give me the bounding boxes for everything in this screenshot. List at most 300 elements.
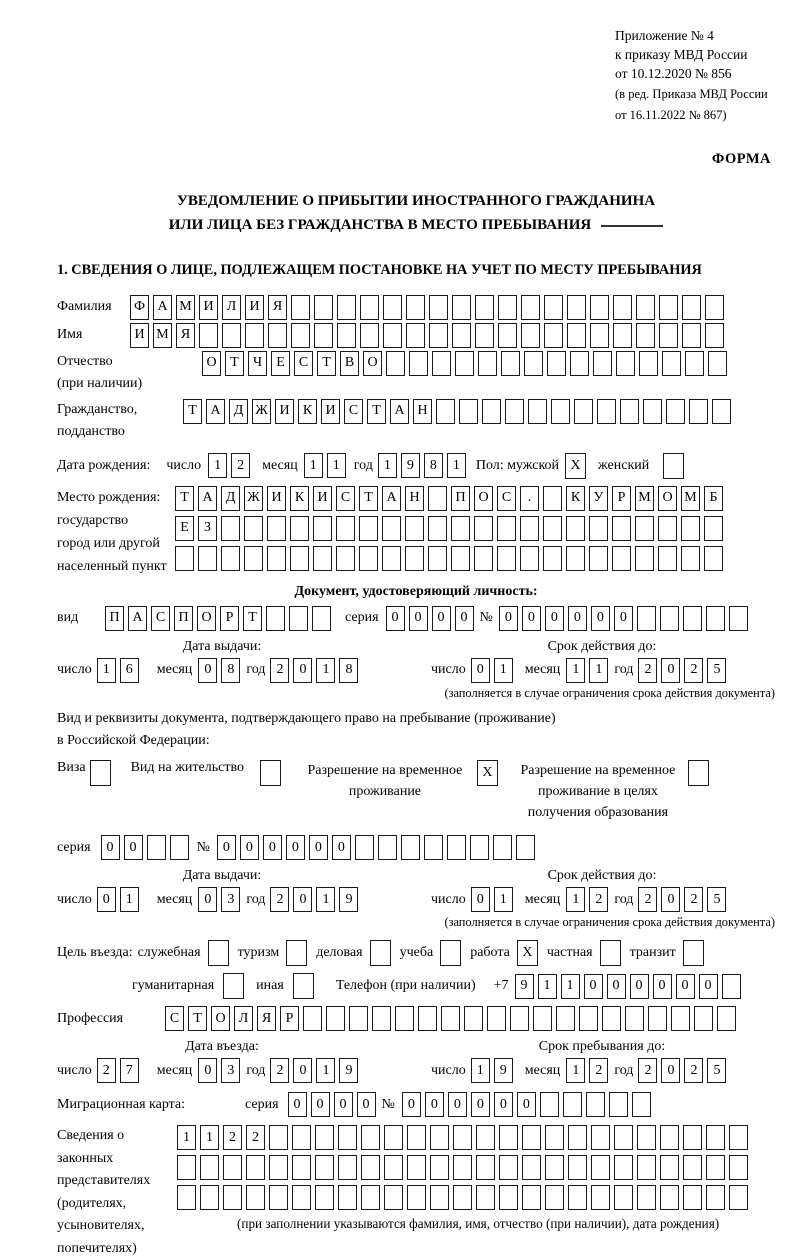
char-cell[interactable] <box>729 1185 748 1210</box>
char-cell[interactable] <box>447 835 466 860</box>
char-cell[interactable] <box>499 1185 518 1210</box>
char-cell[interactable] <box>545 1155 564 1180</box>
char-cell[interactable] <box>658 516 677 541</box>
char-cell[interactable] <box>589 516 608 541</box>
char-cell[interactable] <box>407 1185 426 1210</box>
char-cell[interactable]: О <box>211 1006 230 1031</box>
char-cell[interactable]: О <box>197 606 216 631</box>
char-cell[interactable] <box>407 1125 426 1150</box>
char-cell[interactable]: 2 <box>638 887 657 912</box>
char-cell[interactable]: 0 <box>584 974 603 999</box>
char-cell[interactable] <box>474 516 493 541</box>
temp-residence-edu-checkbox[interactable] <box>688 760 709 786</box>
char-cell[interactable] <box>612 516 631 541</box>
char-cell[interactable] <box>586 1092 605 1117</box>
char-cell[interactable] <box>614 1185 633 1210</box>
char-cell[interactable] <box>706 1125 725 1150</box>
char-cell[interactable]: П <box>105 606 124 631</box>
char-cell[interactable]: Б <box>704 486 723 511</box>
char-cell[interactable]: 9 <box>339 1058 358 1083</box>
char-cell[interactable] <box>244 546 263 571</box>
char-cell[interactable]: С <box>497 486 516 511</box>
char-cell[interactable] <box>704 516 723 541</box>
char-cell[interactable]: 1 <box>447 453 466 478</box>
gender-male-checkbox[interactable]: X <box>565 453 586 479</box>
char-cell[interactable] <box>706 1155 725 1180</box>
char-cell[interactable]: 0 <box>591 606 610 631</box>
temp-residence-checkbox[interactable]: X <box>477 760 498 786</box>
char-cell[interactable] <box>498 295 517 320</box>
char-cell[interactable]: 1 <box>316 887 335 912</box>
char-cell[interactable] <box>360 323 379 348</box>
char-cell[interactable] <box>712 399 731 424</box>
char-cell[interactable] <box>637 1185 656 1210</box>
char-cell[interactable]: 0 <box>263 835 282 860</box>
char-cell[interactable]: 0 <box>97 887 116 912</box>
char-cell[interactable] <box>476 1185 495 1210</box>
char-cell[interactable] <box>516 835 535 860</box>
char-cell[interactable]: У <box>589 486 608 511</box>
char-cell[interactable]: 1 <box>97 658 116 683</box>
char-cell[interactable] <box>267 516 286 541</box>
char-cell[interactable] <box>643 399 662 424</box>
char-cell[interactable] <box>522 1125 541 1150</box>
char-cell[interactable]: Н <box>405 486 424 511</box>
char-cell[interactable] <box>683 606 702 631</box>
char-cell[interactable] <box>602 1006 621 1031</box>
char-cell[interactable]: С <box>165 1006 184 1031</box>
char-cell[interactable] <box>689 399 708 424</box>
char-cell[interactable]: . <box>520 486 539 511</box>
char-cell[interactable]: 3 <box>221 887 240 912</box>
char-cell[interactable]: Ж <box>252 399 271 424</box>
char-cell[interactable]: 1 <box>471 1058 490 1083</box>
char-cell[interactable]: 1 <box>120 887 139 912</box>
char-cell[interactable] <box>566 546 585 571</box>
char-cell[interactable]: А <box>206 399 225 424</box>
char-cell[interactable]: Т <box>175 486 194 511</box>
char-cell[interactable] <box>613 295 632 320</box>
char-cell[interactable] <box>591 1155 610 1180</box>
char-cell[interactable] <box>566 516 585 541</box>
char-cell[interactable] <box>660 1185 679 1210</box>
char-cell[interactable]: И <box>275 399 294 424</box>
char-cell[interactable]: Т <box>359 486 378 511</box>
char-cell[interactable]: 5 <box>707 887 726 912</box>
char-cell[interactable]: 1 <box>177 1125 196 1150</box>
char-cell[interactable] <box>574 399 593 424</box>
char-cell[interactable] <box>269 1155 288 1180</box>
char-cell[interactable]: 0 <box>471 1092 490 1117</box>
char-cell[interactable]: 0 <box>661 658 680 683</box>
char-cell[interactable]: 2 <box>231 453 250 478</box>
char-cell[interactable] <box>521 323 540 348</box>
char-cell[interactable] <box>451 516 470 541</box>
char-cell[interactable] <box>409 351 428 376</box>
char-cell[interactable]: Т <box>225 351 244 376</box>
char-cell[interactable] <box>639 351 658 376</box>
char-cell[interactable]: З <box>198 516 217 541</box>
char-cell[interactable] <box>314 323 333 348</box>
char-cell[interactable] <box>589 546 608 571</box>
char-cell[interactable]: И <box>130 323 149 348</box>
char-cell[interactable] <box>355 835 374 860</box>
char-cell[interactable]: О <box>202 351 221 376</box>
char-cell[interactable] <box>290 546 309 571</box>
char-cell[interactable] <box>613 323 632 348</box>
char-cell[interactable]: 2 <box>638 658 657 683</box>
char-cell[interactable] <box>658 546 677 571</box>
char-cell[interactable]: М <box>176 295 195 320</box>
char-cell[interactable] <box>349 1006 368 1031</box>
char-cell[interactable] <box>505 399 524 424</box>
char-cell[interactable]: 1 <box>589 658 608 683</box>
char-cell[interactable] <box>568 1155 587 1180</box>
char-cell[interactable] <box>635 546 654 571</box>
char-cell[interactable]: 2 <box>270 1058 289 1083</box>
char-cell[interactable]: И <box>321 399 340 424</box>
char-cell[interactable] <box>418 1006 437 1031</box>
char-cell[interactable] <box>313 546 332 571</box>
char-cell[interactable] <box>200 1185 219 1210</box>
char-cell[interactable] <box>292 1125 311 1150</box>
char-cell[interactable]: 0 <box>334 1092 353 1117</box>
char-cell[interactable] <box>493 835 512 860</box>
char-cell[interactable] <box>464 1006 483 1031</box>
char-cell[interactable] <box>475 323 494 348</box>
char-cell[interactable] <box>482 399 501 424</box>
purpose-other-checkbox[interactable] <box>293 973 314 999</box>
char-cell[interactable]: 2 <box>246 1125 265 1150</box>
char-cell[interactable] <box>706 606 725 631</box>
char-cell[interactable]: С <box>151 606 170 631</box>
char-cell[interactable] <box>704 546 723 571</box>
char-cell[interactable]: 0 <box>699 974 718 999</box>
char-cell[interactable] <box>384 1125 403 1150</box>
char-cell[interactable]: Т <box>243 606 262 631</box>
char-cell[interactable] <box>175 546 194 571</box>
char-cell[interactable]: 0 <box>432 606 451 631</box>
char-cell[interactable]: Р <box>220 606 239 631</box>
char-cell[interactable] <box>612 546 631 571</box>
purpose-work-checkbox[interactable]: X <box>517 940 538 966</box>
char-cell[interactable]: 9 <box>494 1058 513 1083</box>
char-cell[interactable]: 0 <box>568 606 587 631</box>
char-cell[interactable] <box>729 1155 748 1180</box>
char-cell[interactable] <box>268 323 287 348</box>
char-cell[interactable] <box>499 1155 518 1180</box>
char-cell[interactable] <box>428 546 447 571</box>
char-cell[interactable]: С <box>344 399 363 424</box>
char-cell[interactable]: 8 <box>424 453 443 478</box>
char-cell[interactable] <box>614 1125 633 1150</box>
char-cell[interactable] <box>429 323 448 348</box>
char-cell[interactable]: Е <box>271 351 290 376</box>
char-cell[interactable] <box>384 1155 403 1180</box>
char-cell[interactable] <box>567 295 586 320</box>
char-cell[interactable] <box>406 323 425 348</box>
char-cell[interactable] <box>360 295 379 320</box>
char-cell[interactable] <box>660 1125 679 1150</box>
char-cell[interactable] <box>524 351 543 376</box>
char-cell[interactable]: 2 <box>223 1125 242 1150</box>
char-cell[interactable]: С <box>336 486 355 511</box>
char-cell[interactable] <box>428 516 447 541</box>
char-cell[interactable] <box>568 1185 587 1210</box>
char-cell[interactable]: 1 <box>566 1058 585 1083</box>
char-cell[interactable] <box>660 606 679 631</box>
char-cell[interactable]: 2 <box>684 1058 703 1083</box>
char-cell[interactable] <box>499 1125 518 1150</box>
char-cell[interactable] <box>359 546 378 571</box>
purpose-transit-checkbox[interactable] <box>683 940 704 966</box>
char-cell[interactable]: 5 <box>707 1058 726 1083</box>
char-cell[interactable]: 0 <box>286 835 305 860</box>
char-cell[interactable] <box>441 1006 460 1031</box>
char-cell[interactable] <box>717 1006 736 1031</box>
char-cell[interactable]: 6 <box>120 658 139 683</box>
char-cell[interactable]: 1 <box>327 453 346 478</box>
char-cell[interactable]: 0 <box>517 1092 536 1117</box>
char-cell[interactable]: О <box>658 486 677 511</box>
char-cell[interactable]: 0 <box>357 1092 376 1117</box>
char-cell[interactable]: 2 <box>270 887 289 912</box>
char-cell[interactable] <box>682 323 701 348</box>
purpose-tourism-checkbox[interactable] <box>286 940 307 966</box>
char-cell[interactable] <box>267 546 286 571</box>
char-cell[interactable] <box>336 546 355 571</box>
char-cell[interactable] <box>556 1006 575 1031</box>
char-cell[interactable] <box>245 323 264 348</box>
char-cell[interactable]: 1 <box>208 453 227 478</box>
char-cell[interactable] <box>729 606 748 631</box>
char-cell[interactable] <box>430 1185 449 1210</box>
char-cell[interactable] <box>474 546 493 571</box>
char-cell[interactable]: 2 <box>270 658 289 683</box>
char-cell[interactable] <box>597 399 616 424</box>
char-cell[interactable] <box>533 1006 552 1031</box>
char-cell[interactable] <box>147 835 166 860</box>
char-cell[interactable] <box>199 323 218 348</box>
char-cell[interactable] <box>510 1006 529 1031</box>
char-cell[interactable] <box>386 351 405 376</box>
char-cell[interactable]: Ч <box>248 351 267 376</box>
char-cell[interactable] <box>705 295 724 320</box>
char-cell[interactable] <box>590 295 609 320</box>
char-cell[interactable]: 9 <box>515 974 534 999</box>
char-cell[interactable] <box>545 1125 564 1150</box>
char-cell[interactable]: 0 <box>614 606 633 631</box>
char-cell[interactable] <box>501 351 520 376</box>
char-cell[interactable]: 0 <box>311 1092 330 1117</box>
char-cell[interactable] <box>681 516 700 541</box>
char-cell[interactable]: И <box>199 295 218 320</box>
char-cell[interactable] <box>579 1006 598 1031</box>
char-cell[interactable] <box>498 323 517 348</box>
char-cell[interactable]: Ж <box>244 486 263 511</box>
char-cell[interactable] <box>223 1155 242 1180</box>
char-cell[interactable]: 2 <box>589 1058 608 1083</box>
char-cell[interactable] <box>361 1185 380 1210</box>
char-cell[interactable] <box>177 1155 196 1180</box>
char-cell[interactable]: П <box>451 486 470 511</box>
char-cell[interactable]: 0 <box>124 835 143 860</box>
char-cell[interactable] <box>683 1125 702 1150</box>
char-cell[interactable]: 0 <box>198 658 217 683</box>
char-cell[interactable] <box>372 1006 391 1031</box>
char-cell[interactable]: 0 <box>455 606 474 631</box>
char-cell[interactable]: Т <box>183 399 202 424</box>
char-cell[interactable] <box>303 1006 322 1031</box>
char-cell[interactable] <box>336 516 355 541</box>
char-cell[interactable] <box>382 546 401 571</box>
char-cell[interactable] <box>544 323 563 348</box>
char-cell[interactable]: 0 <box>217 835 236 860</box>
char-cell[interactable]: Т <box>188 1006 207 1031</box>
char-cell[interactable] <box>432 351 451 376</box>
char-cell[interactable]: Д <box>221 486 240 511</box>
char-cell[interactable] <box>659 295 678 320</box>
char-cell[interactable]: 0 <box>425 1092 444 1117</box>
char-cell[interactable] <box>337 295 356 320</box>
char-cell[interactable]: 0 <box>198 1058 217 1083</box>
char-cell[interactable] <box>685 351 704 376</box>
char-cell[interactable]: 0 <box>101 835 120 860</box>
char-cell[interactable] <box>706 1185 725 1210</box>
char-cell[interactable] <box>436 399 455 424</box>
char-cell[interactable] <box>522 1185 541 1210</box>
char-cell[interactable] <box>406 295 425 320</box>
char-cell[interactable] <box>170 835 189 860</box>
char-cell[interactable] <box>637 1155 656 1180</box>
char-cell[interactable] <box>292 1155 311 1180</box>
char-cell[interactable]: 0 <box>545 606 564 631</box>
char-cell[interactable]: 0 <box>198 887 217 912</box>
char-cell[interactable]: 9 <box>339 887 358 912</box>
purpose-commercial-checkbox[interactable] <box>370 940 391 966</box>
char-cell[interactable] <box>223 1185 242 1210</box>
char-cell[interactable]: 5 <box>707 658 726 683</box>
char-cell[interactable] <box>694 1006 713 1031</box>
char-cell[interactable] <box>551 399 570 424</box>
char-cell[interactable] <box>384 1185 403 1210</box>
gender-female-checkbox[interactable] <box>663 453 684 479</box>
char-cell[interactable] <box>383 295 402 320</box>
purpose-humanitarian-checkbox[interactable] <box>223 973 244 999</box>
char-cell[interactable]: А <box>198 486 217 511</box>
char-cell[interactable] <box>312 606 331 631</box>
char-cell[interactable] <box>424 835 443 860</box>
char-cell[interactable] <box>378 835 397 860</box>
char-cell[interactable] <box>632 1092 651 1117</box>
char-cell[interactable] <box>246 1185 265 1210</box>
char-cell[interactable] <box>683 1155 702 1180</box>
char-cell[interactable] <box>290 516 309 541</box>
char-cell[interactable] <box>648 1006 667 1031</box>
char-cell[interactable] <box>681 546 700 571</box>
char-cell[interactable] <box>659 323 678 348</box>
char-cell[interactable] <box>520 516 539 541</box>
char-cell[interactable]: 2 <box>638 1058 657 1083</box>
char-cell[interactable] <box>221 516 240 541</box>
char-cell[interactable] <box>671 1006 690 1031</box>
char-cell[interactable] <box>453 1125 472 1150</box>
char-cell[interactable] <box>497 516 516 541</box>
char-cell[interactable] <box>453 1185 472 1210</box>
char-cell[interactable]: О <box>363 351 382 376</box>
char-cell[interactable] <box>338 1185 357 1210</box>
char-cell[interactable]: 0 <box>293 658 312 683</box>
char-cell[interactable] <box>544 295 563 320</box>
char-cell[interactable]: 1 <box>494 658 513 683</box>
char-cell[interactable]: Н <box>413 399 432 424</box>
purpose-business-checkbox[interactable] <box>208 940 229 966</box>
char-cell[interactable]: 1 <box>494 887 513 912</box>
char-cell[interactable] <box>563 1092 582 1117</box>
char-cell[interactable]: И <box>313 486 332 511</box>
purpose-study-checkbox[interactable] <box>440 940 461 966</box>
char-cell[interactable] <box>246 1155 265 1180</box>
char-cell[interactable] <box>591 1125 610 1150</box>
char-cell[interactable] <box>636 295 655 320</box>
char-cell[interactable]: 0 <box>386 606 405 631</box>
char-cell[interactable] <box>222 323 241 348</box>
char-cell[interactable]: 0 <box>309 835 328 860</box>
char-cell[interactable] <box>430 1125 449 1150</box>
char-cell[interactable]: 0 <box>607 974 626 999</box>
char-cell[interactable] <box>476 1125 495 1150</box>
char-cell[interactable] <box>221 546 240 571</box>
char-cell[interactable] <box>407 1155 426 1180</box>
char-cell[interactable]: 1 <box>304 453 323 478</box>
char-cell[interactable]: 1 <box>200 1125 219 1150</box>
char-cell[interactable] <box>478 351 497 376</box>
char-cell[interactable] <box>359 516 378 541</box>
char-cell[interactable] <box>497 546 516 571</box>
char-cell[interactable] <box>722 974 741 999</box>
char-cell[interactable]: М <box>635 486 654 511</box>
char-cell[interactable]: 0 <box>448 1092 467 1117</box>
char-cell[interactable]: А <box>382 486 401 511</box>
residence-permit-checkbox[interactable] <box>260 760 281 786</box>
char-cell[interactable] <box>666 399 685 424</box>
char-cell[interactable] <box>383 323 402 348</box>
char-cell[interactable]: 0 <box>522 606 541 631</box>
char-cell[interactable] <box>540 1092 559 1117</box>
char-cell[interactable] <box>313 516 332 541</box>
char-cell[interactable] <box>593 351 612 376</box>
char-cell[interactable]: 0 <box>288 1092 307 1117</box>
char-cell[interactable] <box>289 606 308 631</box>
visa-checkbox[interactable] <box>90 760 111 786</box>
char-cell[interactable] <box>521 295 540 320</box>
char-cell[interactable]: 2 <box>589 887 608 912</box>
char-cell[interactable]: 1 <box>566 887 585 912</box>
char-cell[interactable]: Е <box>175 516 194 541</box>
char-cell[interactable]: Р <box>280 1006 299 1031</box>
char-cell[interactable] <box>453 1155 472 1180</box>
char-cell[interactable]: К <box>566 486 585 511</box>
char-cell[interactable]: 0 <box>471 658 490 683</box>
char-cell[interactable] <box>705 323 724 348</box>
char-cell[interactable] <box>568 1125 587 1150</box>
char-cell[interactable] <box>315 1155 334 1180</box>
char-cell[interactable]: Т <box>367 399 386 424</box>
char-cell[interactable] <box>455 351 474 376</box>
char-cell[interactable]: Я <box>268 295 287 320</box>
char-cell[interactable]: И <box>245 295 264 320</box>
char-cell[interactable] <box>405 516 424 541</box>
